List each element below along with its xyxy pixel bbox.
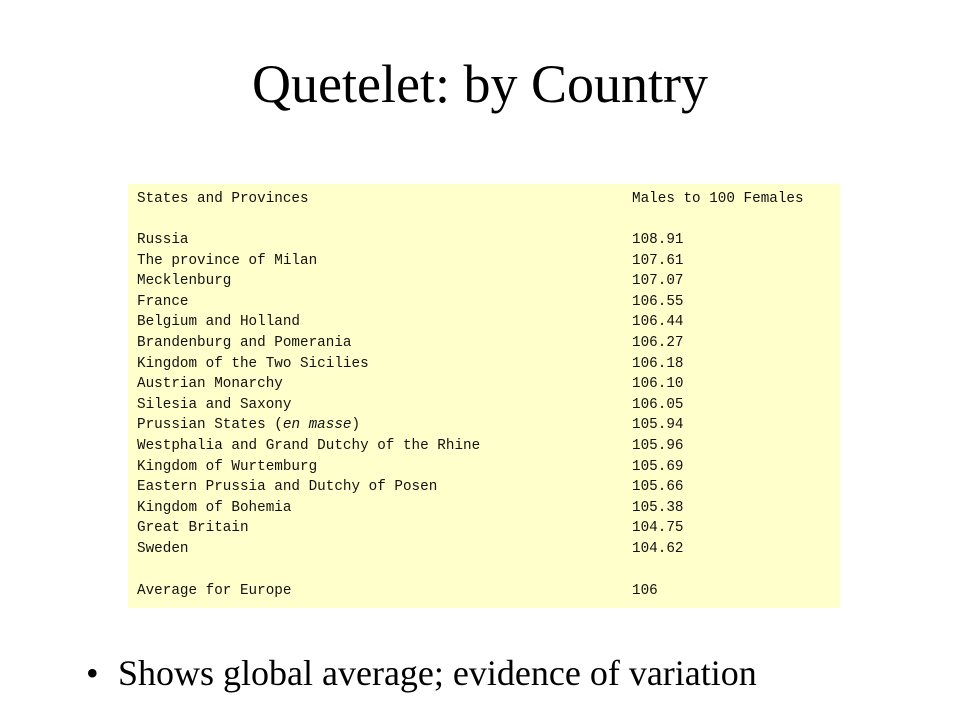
table-row	[137, 292, 837, 312]
table-row	[137, 312, 837, 332]
row-value: 105.96	[632, 438, 684, 454]
row-name: Great Britain	[137, 520, 249, 537]
table-row	[137, 539, 837, 559]
summary-value: 106	[632, 583, 658, 599]
row-value: 107.07	[632, 273, 684, 290]
row-name: Mecklenburg	[137, 273, 232, 290]
row-name: Silesia and Saxony	[137, 396, 292, 413]
row-value: 106.27	[632, 335, 684, 351]
summary-name: Average for Europe	[137, 583, 292, 599]
table-row	[137, 374, 837, 394]
sex-ratio-table	[128, 184, 840, 608]
row-name-suffix: )	[351, 417, 361, 434]
table-row	[137, 354, 837, 374]
row-value: 104.62	[632, 541, 684, 557]
bullet-icon: •	[86, 653, 99, 693]
row-name-italic: en masse	[282, 417, 352, 434]
row-value: 106.18	[632, 355, 684, 372]
row-value: 106.44	[632, 314, 684, 331]
bullet-text: Shows global average; evidence of variation	[118, 653, 757, 693]
row-name: Austrian Monarchy	[137, 376, 283, 393]
table-row	[137, 395, 837, 415]
table-row	[137, 518, 837, 538]
row-name: Kingdom of Wurtemburg	[137, 458, 318, 475]
row-value: 106.10	[632, 376, 684, 393]
row-name: The province of Milan	[137, 252, 318, 269]
table-row	[137, 271, 837, 291]
slide-title: Quetelet: by Country	[252, 54, 708, 114]
row-name: Kingdom of the Two Sicilies	[137, 355, 369, 372]
row-value: 105.94	[632, 417, 684, 434]
row-value: 108.91	[632, 232, 684, 248]
row-name: Kingdom of Bohemia	[137, 499, 292, 516]
table-row	[137, 230, 837, 250]
row-value: 105.38	[632, 499, 684, 516]
header-states-provinces: States and Provinces	[137, 191, 309, 207]
table-row	[137, 457, 837, 477]
table-row	[137, 415, 837, 435]
row-name: Eastern Prussia and Dutchy of Posen	[137, 479, 438, 496]
row-value: 104.75	[632, 520, 684, 537]
header-males-to-females: Males to 100 Females	[632, 191, 804, 207]
table-row	[137, 436, 837, 456]
row-name: Belgium and Holland	[137, 314, 301, 331]
bullet-point	[86, 645, 757, 701]
row-name: Sweden	[137, 541, 189, 557]
row-name: Russia	[137, 232, 189, 248]
table-row	[137, 251, 837, 271]
table-row	[137, 477, 837, 497]
row-value: 107.61	[632, 252, 684, 269]
row-name: Westphalia and Grand Dutchy of the Rhine	[137, 438, 481, 454]
row-value: 106.05	[632, 396, 684, 413]
row-value: 105.69	[632, 458, 684, 475]
row-name	[137, 415, 360, 435]
row-value: 105.66	[632, 479, 684, 496]
table-summary-row	[137, 581, 837, 601]
row-name: France	[137, 293, 189, 310]
row-value: 106.55	[632, 293, 684, 310]
table-row	[137, 498, 837, 518]
table-row	[137, 333, 837, 353]
table-header-row	[137, 189, 837, 209]
row-name-prefix: Prussian States (	[137, 417, 283, 434]
row-name: Brandenburg and Pomerania	[137, 335, 352, 351]
